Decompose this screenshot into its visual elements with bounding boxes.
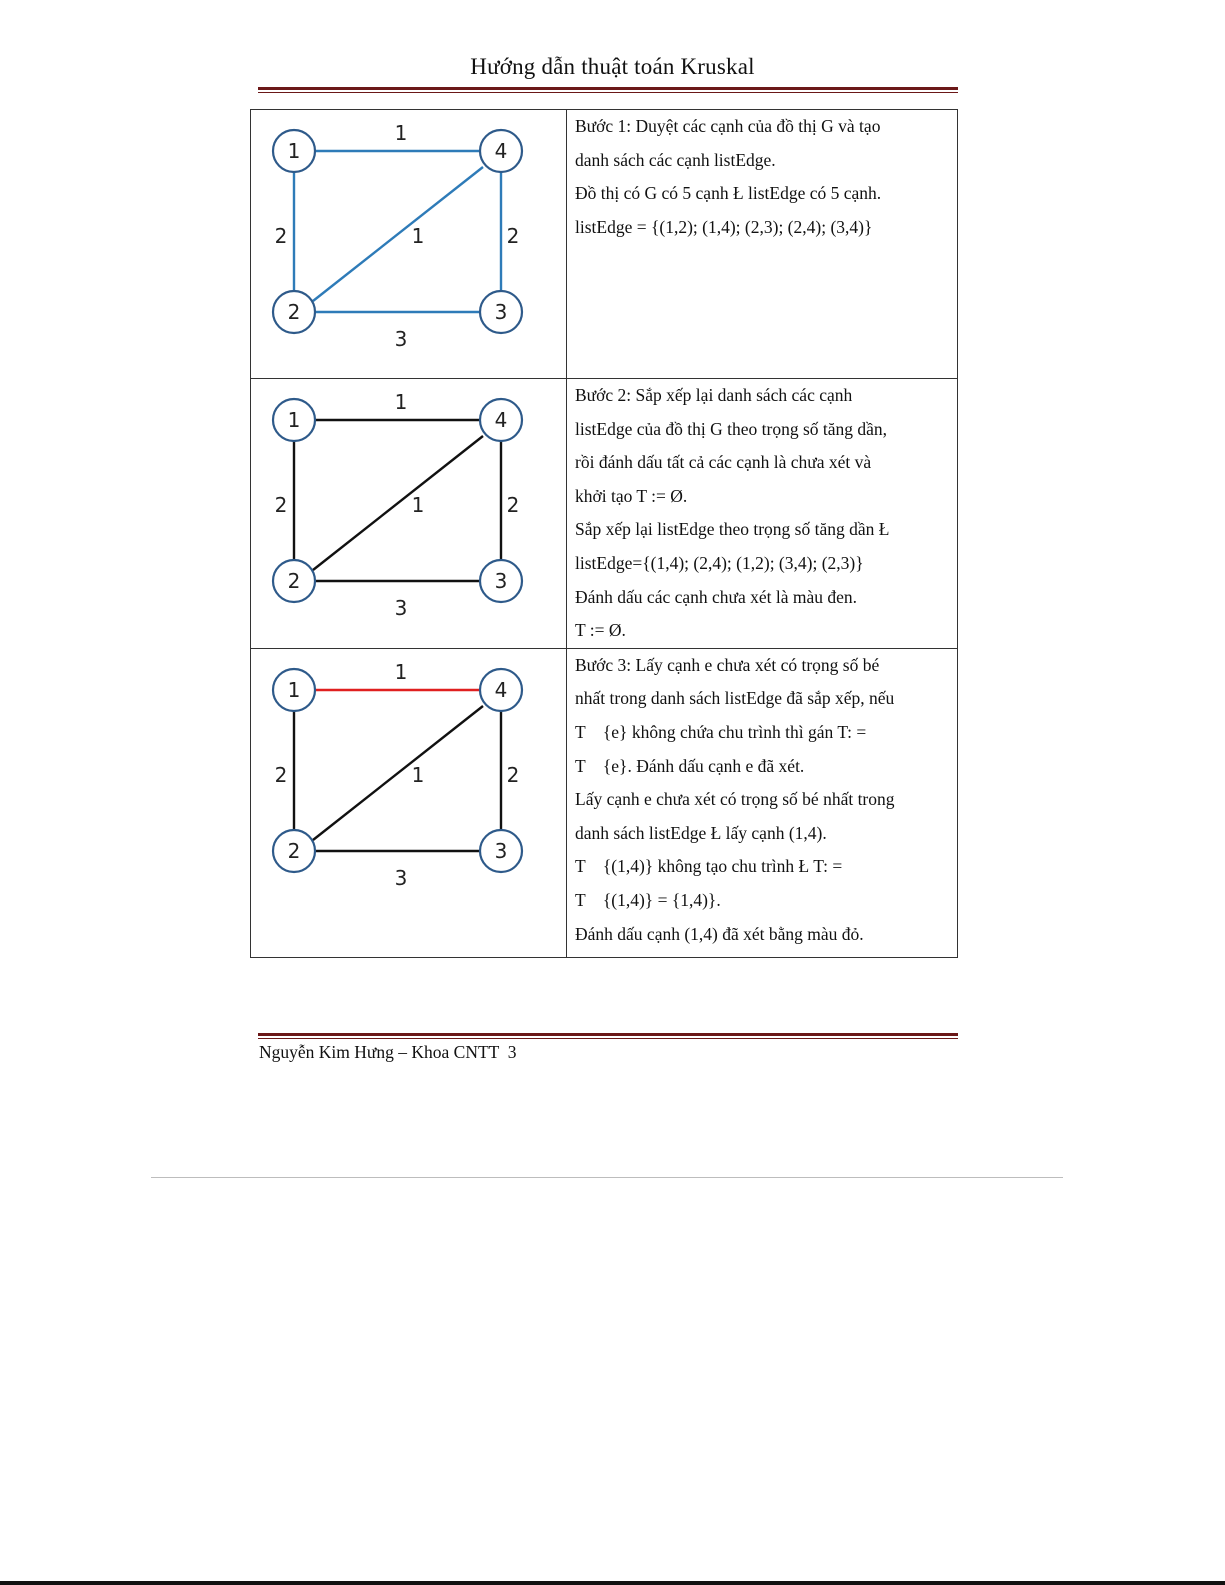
weight-3-4: 2 — [506, 762, 520, 787]
step-row-1 — [251, 110, 958, 379]
weight-1-2: 2 — [274, 493, 288, 517]
node-1: 1 — [287, 139, 301, 163]
node-4: 4 — [494, 139, 508, 163]
step-2-line: Sắp xếp lại listEdge theo trọng số tăng dần Ł — [575, 519, 890, 540]
node-3: 3 — [494, 569, 508, 593]
step-3-line: Lấy cạnh e chưa xét có trọng số bé nhất trong — [575, 789, 895, 810]
step-2-line: Bước 2: Sắp xếp lại danh sách các cạnh — [575, 385, 853, 405]
step-3-line: danh sách listEdge Ł lấy cạnh (1,4). — [575, 822, 827, 843]
weight-2-4: 1 — [411, 224, 425, 248]
edge-2-4 — [313, 436, 483, 570]
step-2-figure — [251, 379, 567, 649]
step-1-text — [567, 110, 958, 379]
step-3-text — [567, 648, 958, 957]
step-3-line: T {e} không chứa chu trình thì gán T: = — [575, 721, 867, 742]
step-2-line: listEdge của đồ thị G theo trọng số tăng dần, — [575, 418, 888, 439]
step-2-line: khởi tạo T := Ø. — [575, 485, 688, 506]
header-rule-thin — [258, 92, 958, 93]
graph-step-2 — [251, 379, 566, 647]
weight-1-4: 1 — [394, 659, 408, 684]
node-4: 4 — [494, 408, 508, 432]
page-title: Hướng dẫn thuật toán Kruskal — [470, 54, 755, 79]
node-4: 4 — [494, 677, 508, 702]
page-bottom-edge — [0, 1581, 1225, 1585]
page-separator — [151, 1177, 1063, 1178]
step-3-line: T {(1,4)} = {1,4)}. — [575, 889, 721, 910]
node-1: 1 — [287, 677, 301, 702]
step-3-line: nhất trong danh sách listEdge đã sắp xếp, nếu — [575, 688, 895, 709]
weight-2-3: 3 — [394, 865, 408, 890]
weight-2-4: 1 — [411, 762, 425, 787]
step-1-line: listEdge = {(1,2); (1,4); (2,3); (2,4); (3,4)} — [575, 216, 873, 237]
edge-2-4 — [313, 167, 483, 301]
footer-author: Nguyễn Kim Hưng – Khoa CNTT 3 — [259, 1042, 517, 1062]
step-1-line: Đồ thị có G có 5 cạnh Ł listEdge có 5 cạnh. — [575, 183, 882, 204]
step-row-2 — [251, 379, 958, 649]
edge-2-4 — [313, 706, 483, 840]
node-3: 3 — [494, 300, 508, 324]
step-3-line: Đánh dấu cạnh (1,4) đã xét bằng màu đỏ. — [575, 923, 864, 944]
footer-rule-thin — [258, 1038, 958, 1039]
step-3-line: T {e}. Đánh dấu cạnh e đã xét. — [575, 755, 805, 776]
header-rule — [258, 87, 958, 90]
weight-1-2: 2 — [274, 762, 288, 787]
weight-1-4: 1 — [394, 390, 408, 414]
weight-2-3: 3 — [394, 596, 408, 620]
steps-table — [250, 109, 958, 958]
step-1-figure — [251, 110, 567, 379]
step-3-line: Bước 3: Lấy cạnh e chưa xét có trọng số bé — [575, 654, 880, 675]
footer-rule — [258, 1033, 958, 1036]
step-2-line: rồi đánh dấu tất cả các cạnh là chưa xét và — [575, 452, 872, 473]
step-2-text — [567, 379, 958, 649]
graph-step-3 — [251, 649, 566, 917]
node-2: 2 — [287, 300, 301, 324]
step-3-figure — [251, 648, 567, 957]
node-2: 2 — [287, 838, 301, 863]
step-2-line: listEdge={(1,4); (2,4); (1,2); (3,4); (2,3)} — [575, 552, 864, 573]
step-1-line: Bước 1: Duyệt các cạnh của đồ thị G và tạo — [575, 116, 881, 136]
weight-3-4: 2 — [506, 224, 520, 248]
step-3-line: T {(1,4)} không tạo chu trình Ł T: = — [575, 856, 843, 877]
step-row-3 — [251, 648, 958, 957]
weight-2-3: 3 — [394, 327, 408, 351]
graph-step-1 — [251, 110, 566, 378]
weight-3-4: 2 — [506, 493, 520, 517]
step-1-line: danh sách các cạnh listEdge. — [575, 149, 776, 170]
weight-1-4: 1 — [394, 121, 408, 145]
node-3: 3 — [494, 838, 508, 863]
node-1: 1 — [287, 408, 301, 432]
step-2-line: Đánh dấu các cạnh chưa xét là màu đen. — [575, 586, 858, 607]
weight-1-2: 2 — [274, 224, 288, 248]
node-2: 2 — [287, 569, 301, 593]
step-2-line: T := Ø. — [575, 620, 626, 641]
weight-2-4: 1 — [411, 493, 425, 517]
